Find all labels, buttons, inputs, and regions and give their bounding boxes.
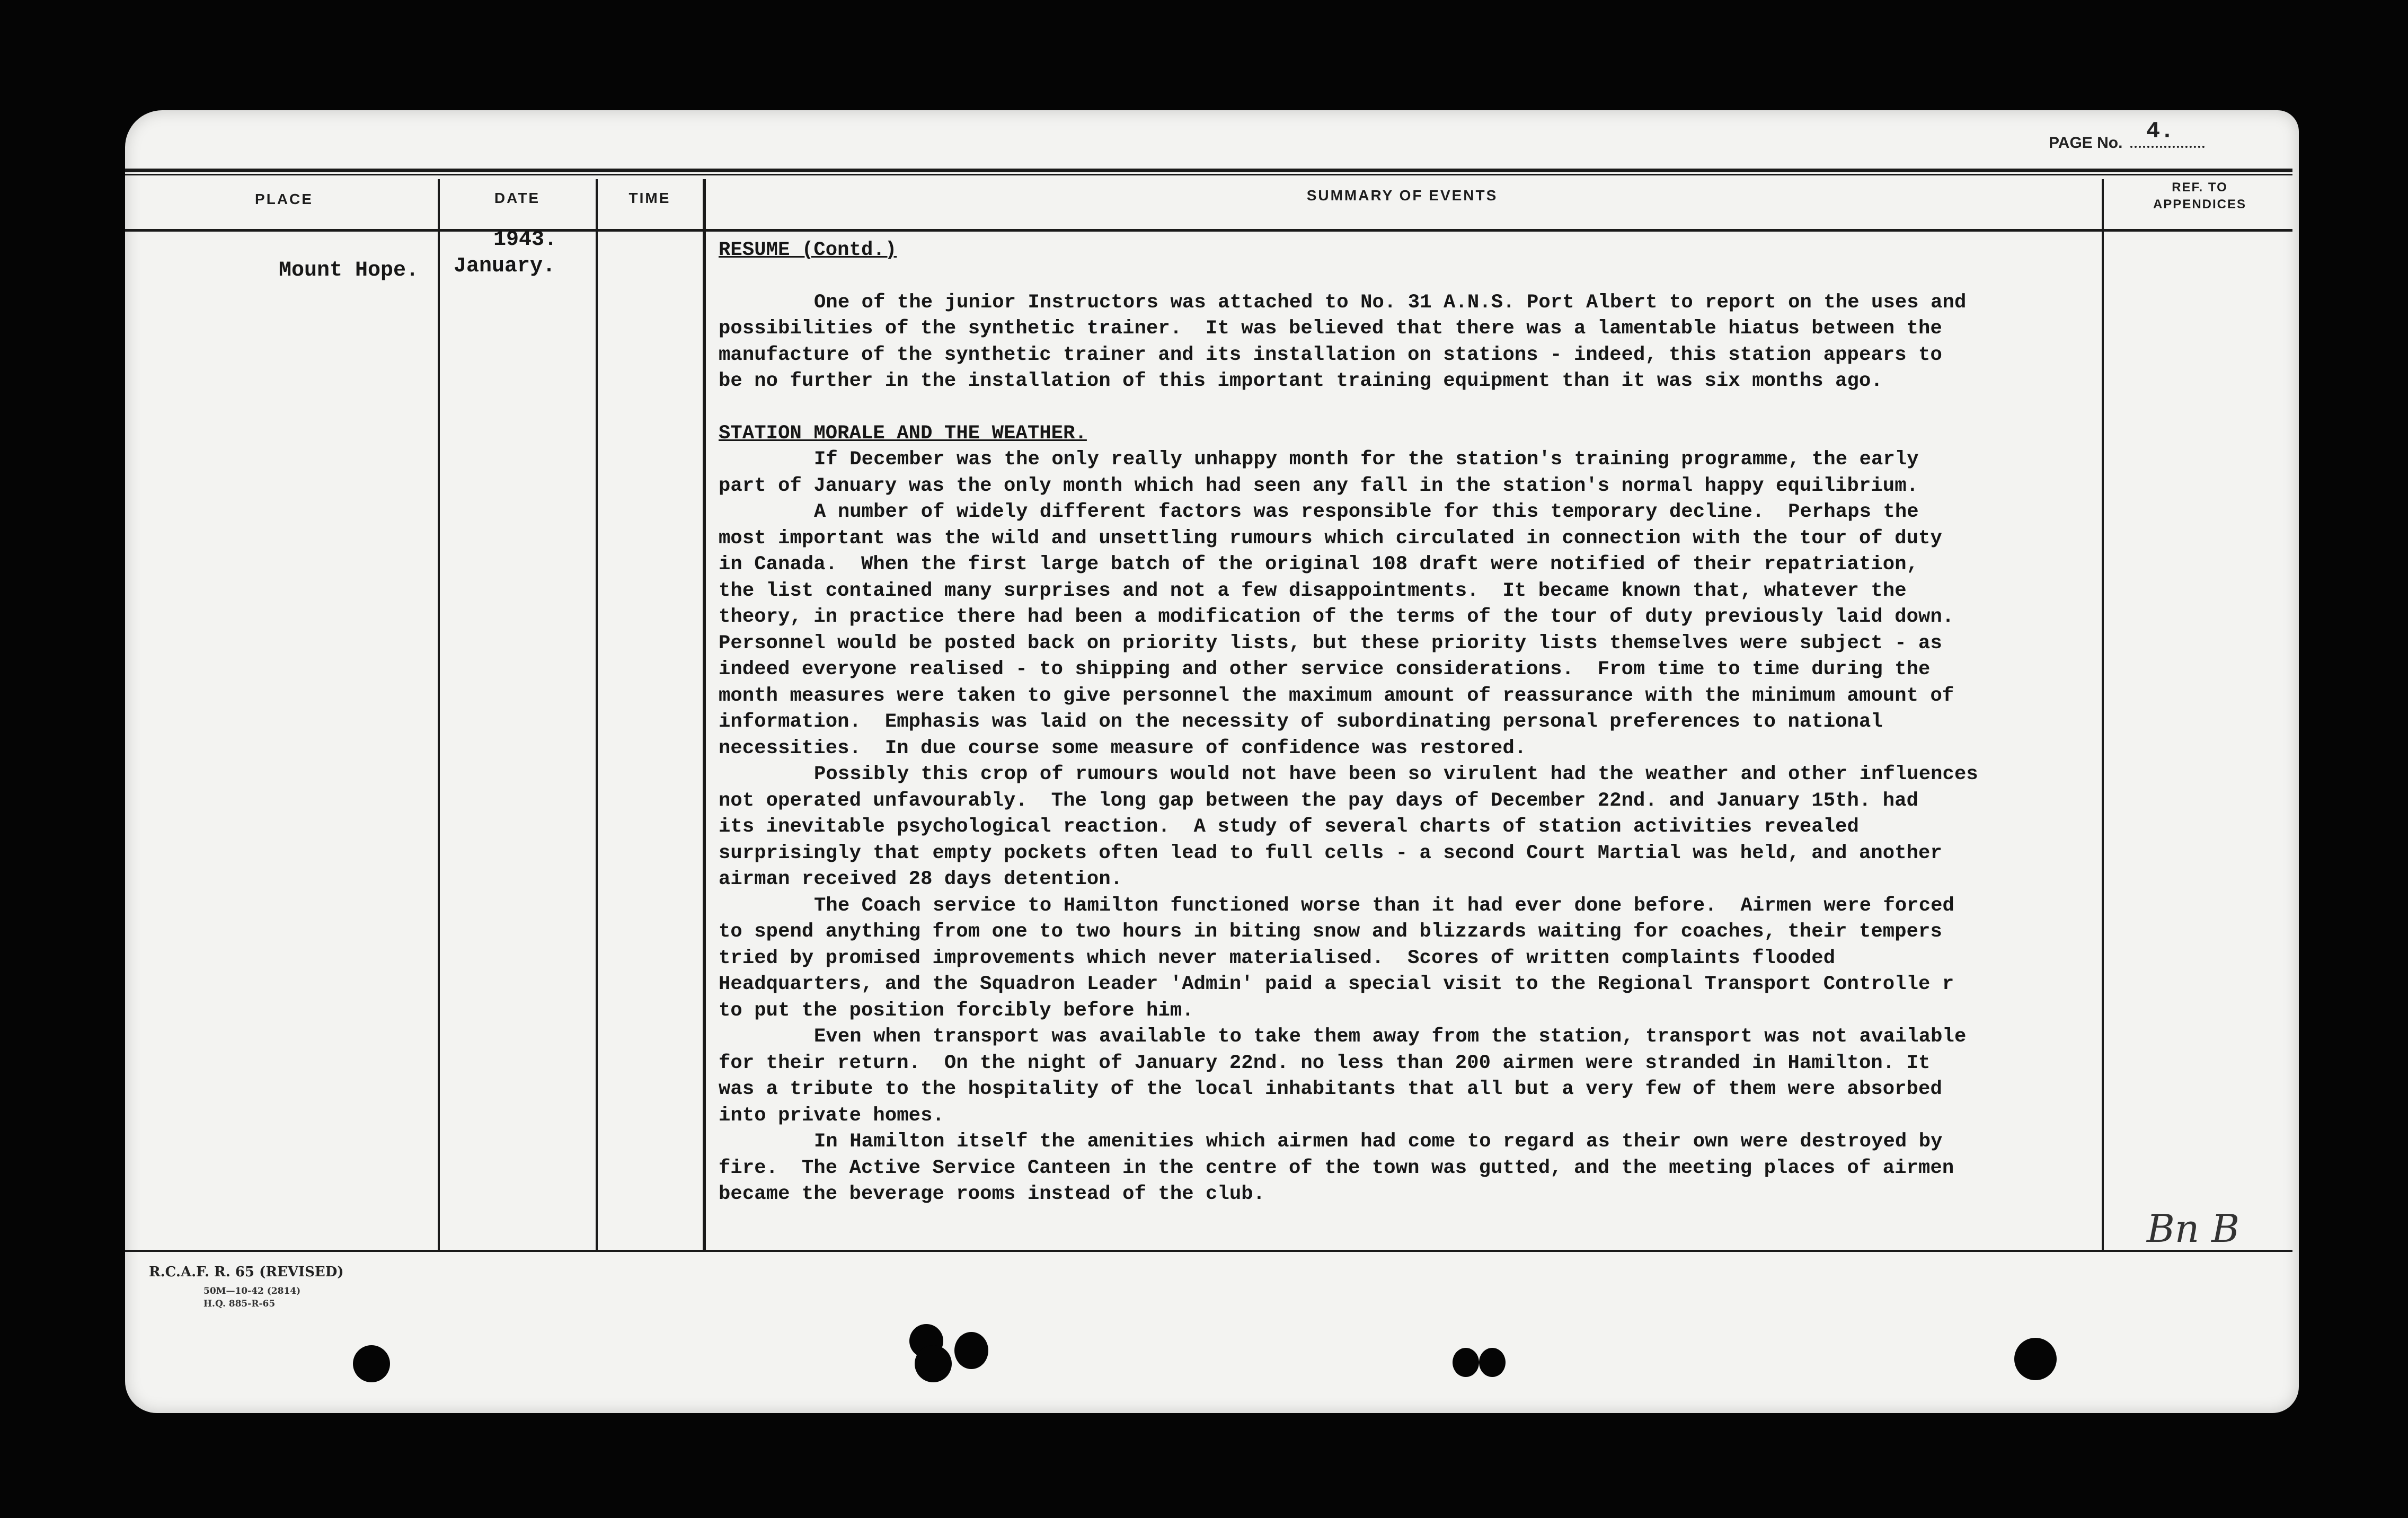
summary-line: In Hamilton itself the amenities which airmen had come to regard as their own were destroyed by	[814, 1131, 1943, 1153]
summary-line: to put the position forcibly before him.	[719, 999, 1194, 1022]
place-column-divider	[438, 179, 440, 1250]
entry-place: Mount Hope.	[279, 259, 419, 283]
summary-line: possibilities of the synthetic trainer. It was believed that there was a lamentable hiatus between the	[719, 317, 1942, 340]
summary-line: to spend anything from one to two hours in biting snow and blizzards waiting for coaches, their tempers	[719, 921, 1942, 943]
summary-line: month measures were taken to give personnel the maximum amount of reassurance with the minimum amount of	[719, 684, 1954, 707]
summary-line: information. Emphasis was laid on the necessity of subordinating personal preferences to national	[719, 711, 1883, 733]
summary-line: fire. The Active Service Canteen in the centre of the town was gutted, and the meeting places of airmen	[719, 1157, 1954, 1179]
punch-hole	[954, 1332, 988, 1369]
entry-month: January.	[454, 254, 556, 278]
summary-line: the list contained many surprises and not a few disappointments. It became known that, whatever the	[719, 579, 1907, 602]
summary-line: for their return. On the night of January 22nd. no less than 200 airmen were stranded in Hamilton. It	[719, 1052, 1931, 1074]
page-number-field	[2130, 118, 2205, 148]
punch-hole	[1453, 1348, 1479, 1377]
form-number: R.C.A.F. R. 65 (REVISED)	[149, 1264, 344, 1280]
summary-line: its inevitable psychological reaction. A study of several charts of station activities revealed	[719, 816, 1859, 838]
punch-hole	[353, 1345, 390, 1382]
time-column-divider	[703, 179, 706, 1250]
summary-line: Personnel would be posted back on priority lists, but these priority lists themselves were subject - as	[719, 632, 1942, 655]
punch-hole	[1479, 1348, 1506, 1377]
section-heading: RESUME (Contd.)	[719, 239, 897, 261]
summary-line: into private homes.	[719, 1104, 944, 1127]
summary-line: in Canada. When the first large batch of the original 108 draft were notified of their repatriation,	[719, 553, 1919, 576]
summary-line: theory, in practice there had been a modification of the terms of the tour of duty previously laid down.	[719, 606, 1954, 628]
summary-line: Headquarters, and the Squadron Leader 'Admin' paid a special visit to the Regional Transport Controlle r	[719, 973, 1954, 995]
summary-line: was a tribute to the hospitality of the local inhabitants that all but a very few of them were absorbed	[719, 1078, 1942, 1100]
record-card	[125, 110, 2299, 1413]
summary-line: tried by promised improvements which never materialised. Scores of written complaints flooded	[719, 947, 1836, 969]
summary-line: be no further in the installation of this important training equipment than it was six months ago.	[719, 370, 1883, 392]
date-column-divider	[596, 179, 598, 1250]
summary-line: became the beverage rooms instead of the club.	[719, 1183, 1265, 1205]
header-place: PLACE	[255, 191, 313, 207]
summary-line: part of January was the only month which had seen any fall in the station's normal happy equilibrium.	[719, 474, 1919, 497]
header-time: TIME	[628, 190, 671, 206]
summary-line: If December was the only really unhappy month for the station's training programme, the early	[814, 448, 1919, 471]
summary-line: Even when transport was available to take them away from the station, transport was not available	[814, 1026, 1967, 1048]
header-top-rule	[125, 169, 2292, 172]
page-number	[2049, 118, 2205, 152]
punch-hole	[915, 1345, 952, 1382]
summary-line: Possibly this crop of rumours would not have been so virulent had the weather and other influences	[814, 763, 1978, 786]
summary-line: not operated unfavourably. The long gap between the pay days of December 22nd. and January 15th. had	[719, 789, 1919, 812]
summary-of-events	[719, 237, 2224, 1208]
header-date: DATE	[494, 190, 541, 206]
table-bottom-rule	[125, 1250, 2292, 1252]
punch-hole	[2014, 1338, 2057, 1380]
summary-line: The Coach service to Hamilton functioned worse than it had ever done before. Airmen were forced	[814, 894, 1954, 917]
header-top-rule-thin	[125, 174, 2292, 175]
header-ref-appendices	[2107, 179, 2292, 213]
section-heading: STATION MORALE AND THE WEATHER.	[719, 422, 1087, 445]
summary-line: manufacture of the synthetic trainer and its installation on stations - indeed, this station appears to	[719, 343, 1942, 366]
summary-line: indeed everyone realised - to shipping and other service considerations. From time to time during the	[719, 658, 1931, 681]
summary-line: airman received 28 days detention.	[719, 868, 1123, 890]
summary-line: necessities. In due course some measure of confidence was restored.	[719, 737, 1527, 760]
form-print-run: 50M—10-42 (2814)	[203, 1286, 301, 1296]
header-ref-line1: REF. TO	[2172, 180, 2228, 195]
header-summary: SUMMARY OF EVENTS	[1306, 187, 1498, 204]
initials-signature: Bn B	[2147, 1206, 2240, 1251]
header-bottom-rule	[125, 229, 2292, 232]
form-hq-reference: H.Q. 885-R-65	[203, 1299, 276, 1309]
paragraph-gap	[719, 395, 2224, 421]
page-number-label: PAGE No.	[2049, 134, 2123, 152]
summary-line: A number of widely different factors was responsible for this temporary decline. Perhaps the	[814, 501, 1919, 523]
summary-line: One of the junior Instructors was attached to No. 31 A.N.S. Port Albert to report on the uses and	[814, 291, 1967, 314]
entry-year: 1943.	[493, 228, 557, 252]
header-ref-line2: APPENDICES	[2153, 197, 2247, 211]
summary-line: most important was the wild and unsettling rumours which circulated in connection with the tour of duty	[719, 527, 1942, 550]
page-number-value: 4.	[2146, 118, 2174, 145]
paragraph-gap	[719, 264, 2224, 290]
summary-line: surprisingly that empty pockets often lead to full cells - a second Court Martial was held, and another	[719, 842, 1942, 864]
